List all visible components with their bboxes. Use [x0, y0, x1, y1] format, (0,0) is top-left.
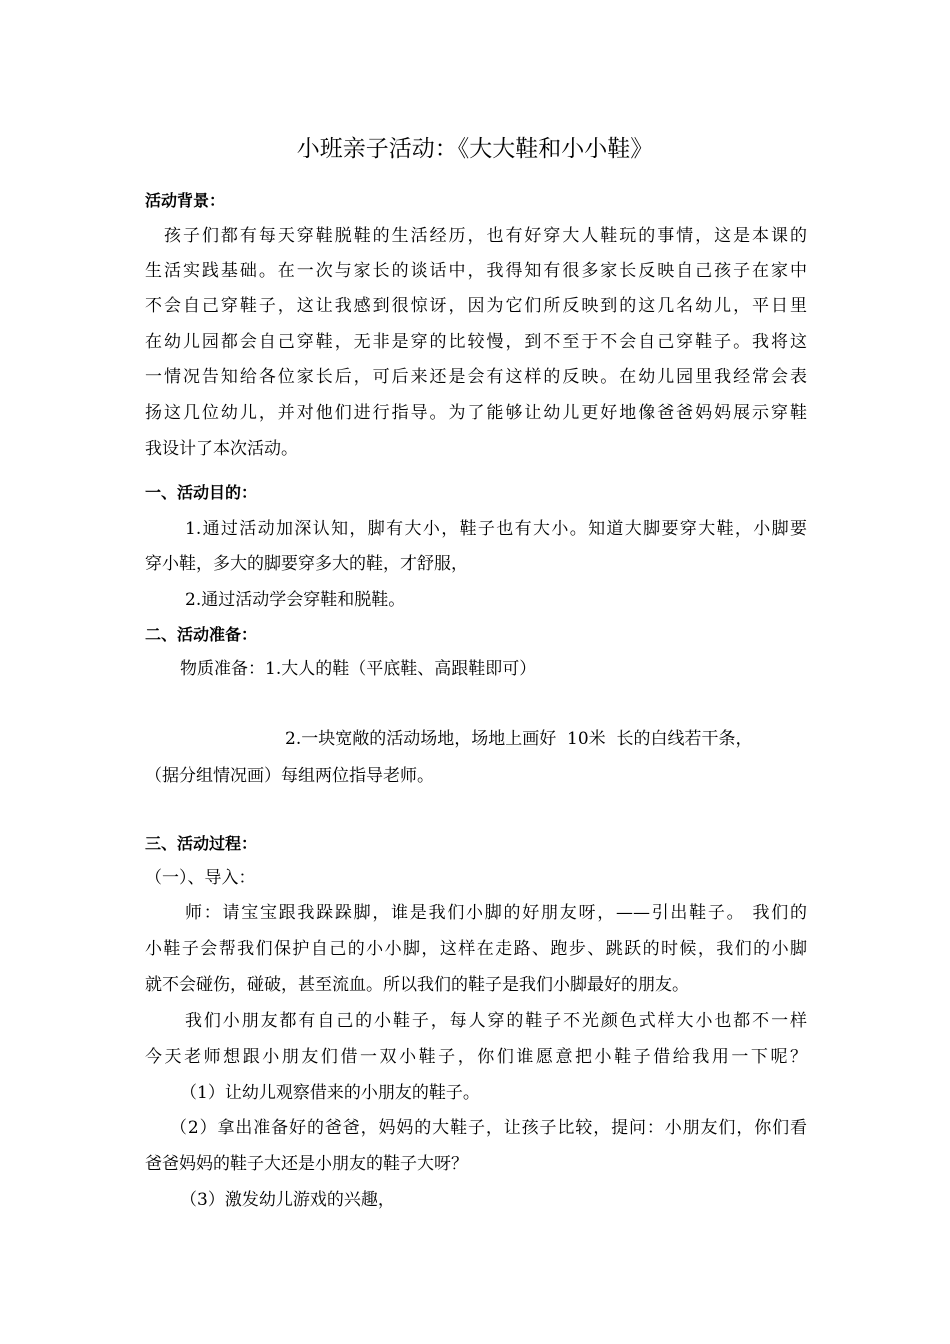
paragraph-line: 扬这几位幼儿，并对他们进行指导。为了能够让幼儿更好地像爸爸妈妈展示穿鞋: [145, 403, 807, 423]
process-subheading: （一）、导入：: [145, 868, 256, 888]
paragraph-line: 穿小鞋，多大的脚要穿多大的鞋，才舒服，: [145, 554, 468, 574]
paragraph-line: 小鞋子会帮我们保护自己的小小脚，这样在走路、跑步、跳跃的时候，我们的小脚: [145, 939, 807, 959]
paragraph-line: 不会自己穿鞋子，这让我感到很惊讶，因为它们所反映到的这几名幼儿，平日里: [145, 296, 807, 316]
paragraph-line: 一情况告知给各位家长后，可后来还是会有这样的反映。在幼儿园里我经常会表: [145, 367, 807, 387]
paragraph-line: （1）让幼儿观察借来的小朋友的鞋子。: [180, 1083, 480, 1103]
paragraph-line: （3）激发幼儿游戏的兴趣，: [180, 1190, 395, 1210]
paragraph-line: 就不会碰伤，碰破，甚至流血。所以我们的鞋子是我们小脚最好的朋友。: [145, 975, 689, 995]
background-heading: 活动背景：: [145, 191, 226, 210]
paragraph-line: （据分组情况画）每组两位指导老师。: [145, 766, 434, 786]
paragraph-line: 生活实践基础。在一次与家长的谈话中，我得知有很多家长反映自己孩子在家中: [145, 261, 807, 281]
paragraph-line: 2.一块宽敞的活动场地，场地上画好 10米 长的白线若干条，: [285, 729, 753, 749]
paragraph-line: 我们小朋友都有自己的小鞋子，每人穿的鞋子不光颜色式样大小也都不一样: [185, 1011, 807, 1031]
paragraph-line: 孩子们都有每天穿鞋脱鞋的生活经历，也有好穿大人鞋玩的事情，这是本课的: [164, 226, 807, 246]
paragraph-line: 在幼儿园都会自己穿鞋，无非是穿的比较慢，到不至于不会自己穿鞋子。我将这: [145, 332, 807, 352]
page-title: 小班亲子活动：《大大鞋和小小鞋》: [296, 136, 654, 162]
paragraph-line: 爸爸妈妈的鞋子大还是小朋友的鞋子大呀？: [145, 1154, 468, 1174]
process-heading: 三、活动过程：: [145, 834, 258, 853]
paragraph-line: 2.通过活动学会穿鞋和脱鞋。: [185, 590, 406, 610]
prep-heading: 二、活动准备：: [145, 625, 258, 644]
paragraph-line: 师：请宝宝跟我跺跺脚，谁是我们小脚的好朋友呀，——引出鞋子。 我们的: [185, 903, 807, 923]
paragraph-line: 今天老师想跟小朋友们借一双小鞋子，你们谁愿意把小鞋子借给我用一下呢？: [145, 1047, 807, 1067]
paragraph-line: 1.通过活动加深认知，脚有大小，鞋子也有大小。知道大脚要穿大鞋，小脚要: [185, 519, 807, 539]
paragraph-line: 我设计了本次活动。: [145, 439, 298, 459]
paragraph-line: （2）拿出准备好的爸爸，妈妈的大鞋子，让孩子比较，提问：小朋友们，你们看: [170, 1118, 807, 1138]
paragraph-line: 物质准备：1.大人的鞋（平底鞋、高跟鞋即可）: [180, 659, 537, 679]
goals-heading: 一、活动目的：: [145, 483, 258, 502]
